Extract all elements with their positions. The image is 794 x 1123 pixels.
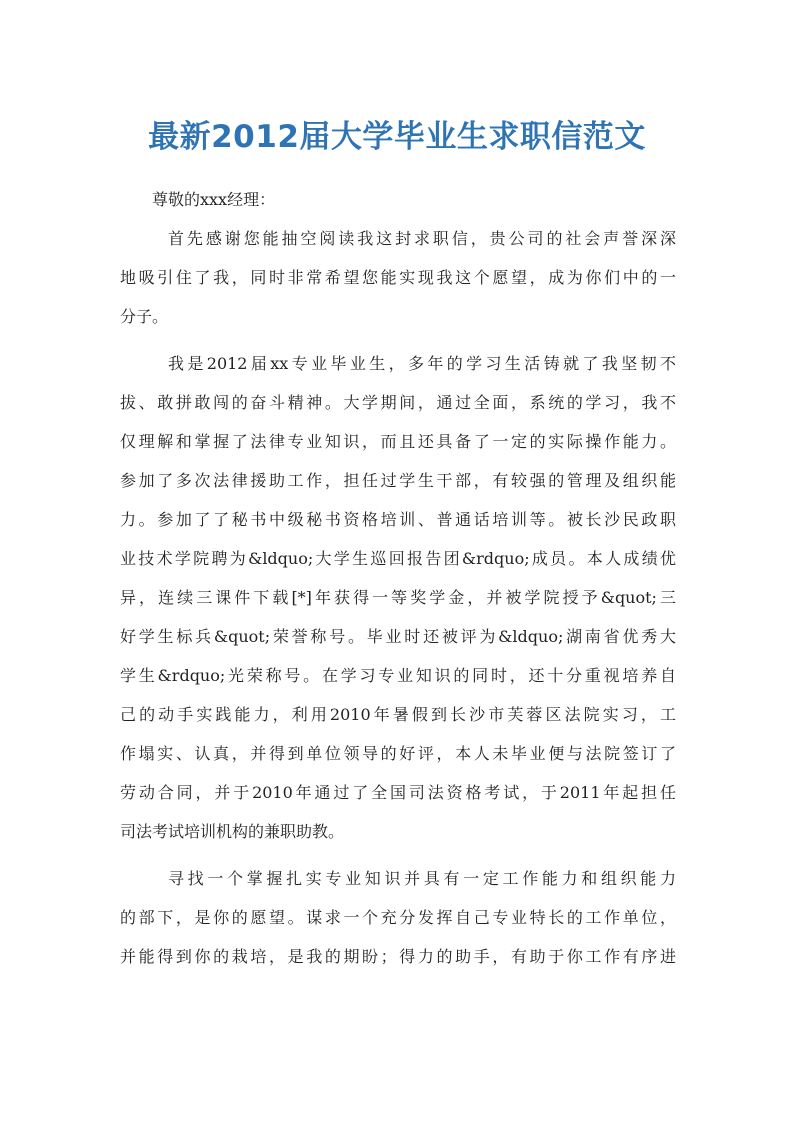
- paragraph-line: 拔、敢拼敢闯的奋斗精神。大学期间，通过全面，系统的学习，我不: [120, 393, 676, 412]
- paragraph-line: 劳动合同，并于2010年通过了全国司法资格考试，于2011年起担任: [120, 783, 676, 802]
- paragraph-line: 的部下，是你的愿望。谋求一个充分发挥自己专业特长的工作单位，: [120, 908, 676, 927]
- letter-body: [120, 180, 676, 976]
- paragraph-line: 力。参加了了秘书中级秘书资格培训、普通话培训等。被长沙民政职: [120, 510, 676, 529]
- paragraph-line: 好学生标兵&quot;荣誉称号。毕业时还被评为&ldquo;湖南省优秀大: [120, 627, 676, 646]
- salutation-line: 尊敬的xxx经理：: [152, 190, 276, 209]
- document-title: 最新2012届大学毕业生求职信范文: [148, 119, 646, 155]
- paragraph-line: 仅理解和掌握了法律专业知识，而且还具备了一定的实际操作能力。: [120, 432, 676, 451]
- paragraph-line: 分子。: [120, 307, 169, 326]
- paragraph-line: 司法考试培训机构的兼职助教。: [120, 822, 345, 841]
- paragraph-line: 首先感谢您能抽空阅读我这封求职信，贵公司的社会声誉深深: [168, 229, 676, 248]
- paragraph-line: 寻找一个掌握扎实专业知识并具有一定工作能力和组织能力: [168, 869, 676, 888]
- paragraph-2: [120, 344, 676, 851]
- paragraph-line: 异，连续三课件下载[*]年获得一等奖学金，并被学院授予&quot;三: [120, 588, 676, 607]
- paragraph-3: [120, 859, 676, 976]
- paragraph-line: 地吸引住了我，同时非常希望您能实现我这个愿望，成为你们中的一: [120, 268, 676, 287]
- paragraph-line: 业技术学院聘为&ldquo;大学生巡回报告团&rdquo;成员。本人成绩优: [120, 549, 676, 568]
- paragraph-line: 作塌实、认真，并得到单位领导的好评，本人未毕业便与法院签订了: [120, 744, 676, 763]
- paragraph-line: 我是2012届xx专业毕业生，多年的学习生活铸就了我坚韧不: [168, 354, 676, 373]
- paragraph-line: 参加了多次法律援助工作，担任过学生干部，有较强的管理及组织能: [120, 471, 676, 490]
- paragraph-1: [120, 219, 676, 336]
- paragraph-line: 学生&rdquo;光荣称号。在学习专业知识的同时，还十分重视培养自: [120, 666, 676, 685]
- paragraph-line: 己的动手实践能力，利用2010年暑假到长沙市芙蓉区法院实习，工: [120, 705, 676, 724]
- paragraph-line: 并能得到你的栽培，是我的期盼；得力的助手，有助于你工作有序进: [120, 947, 676, 966]
